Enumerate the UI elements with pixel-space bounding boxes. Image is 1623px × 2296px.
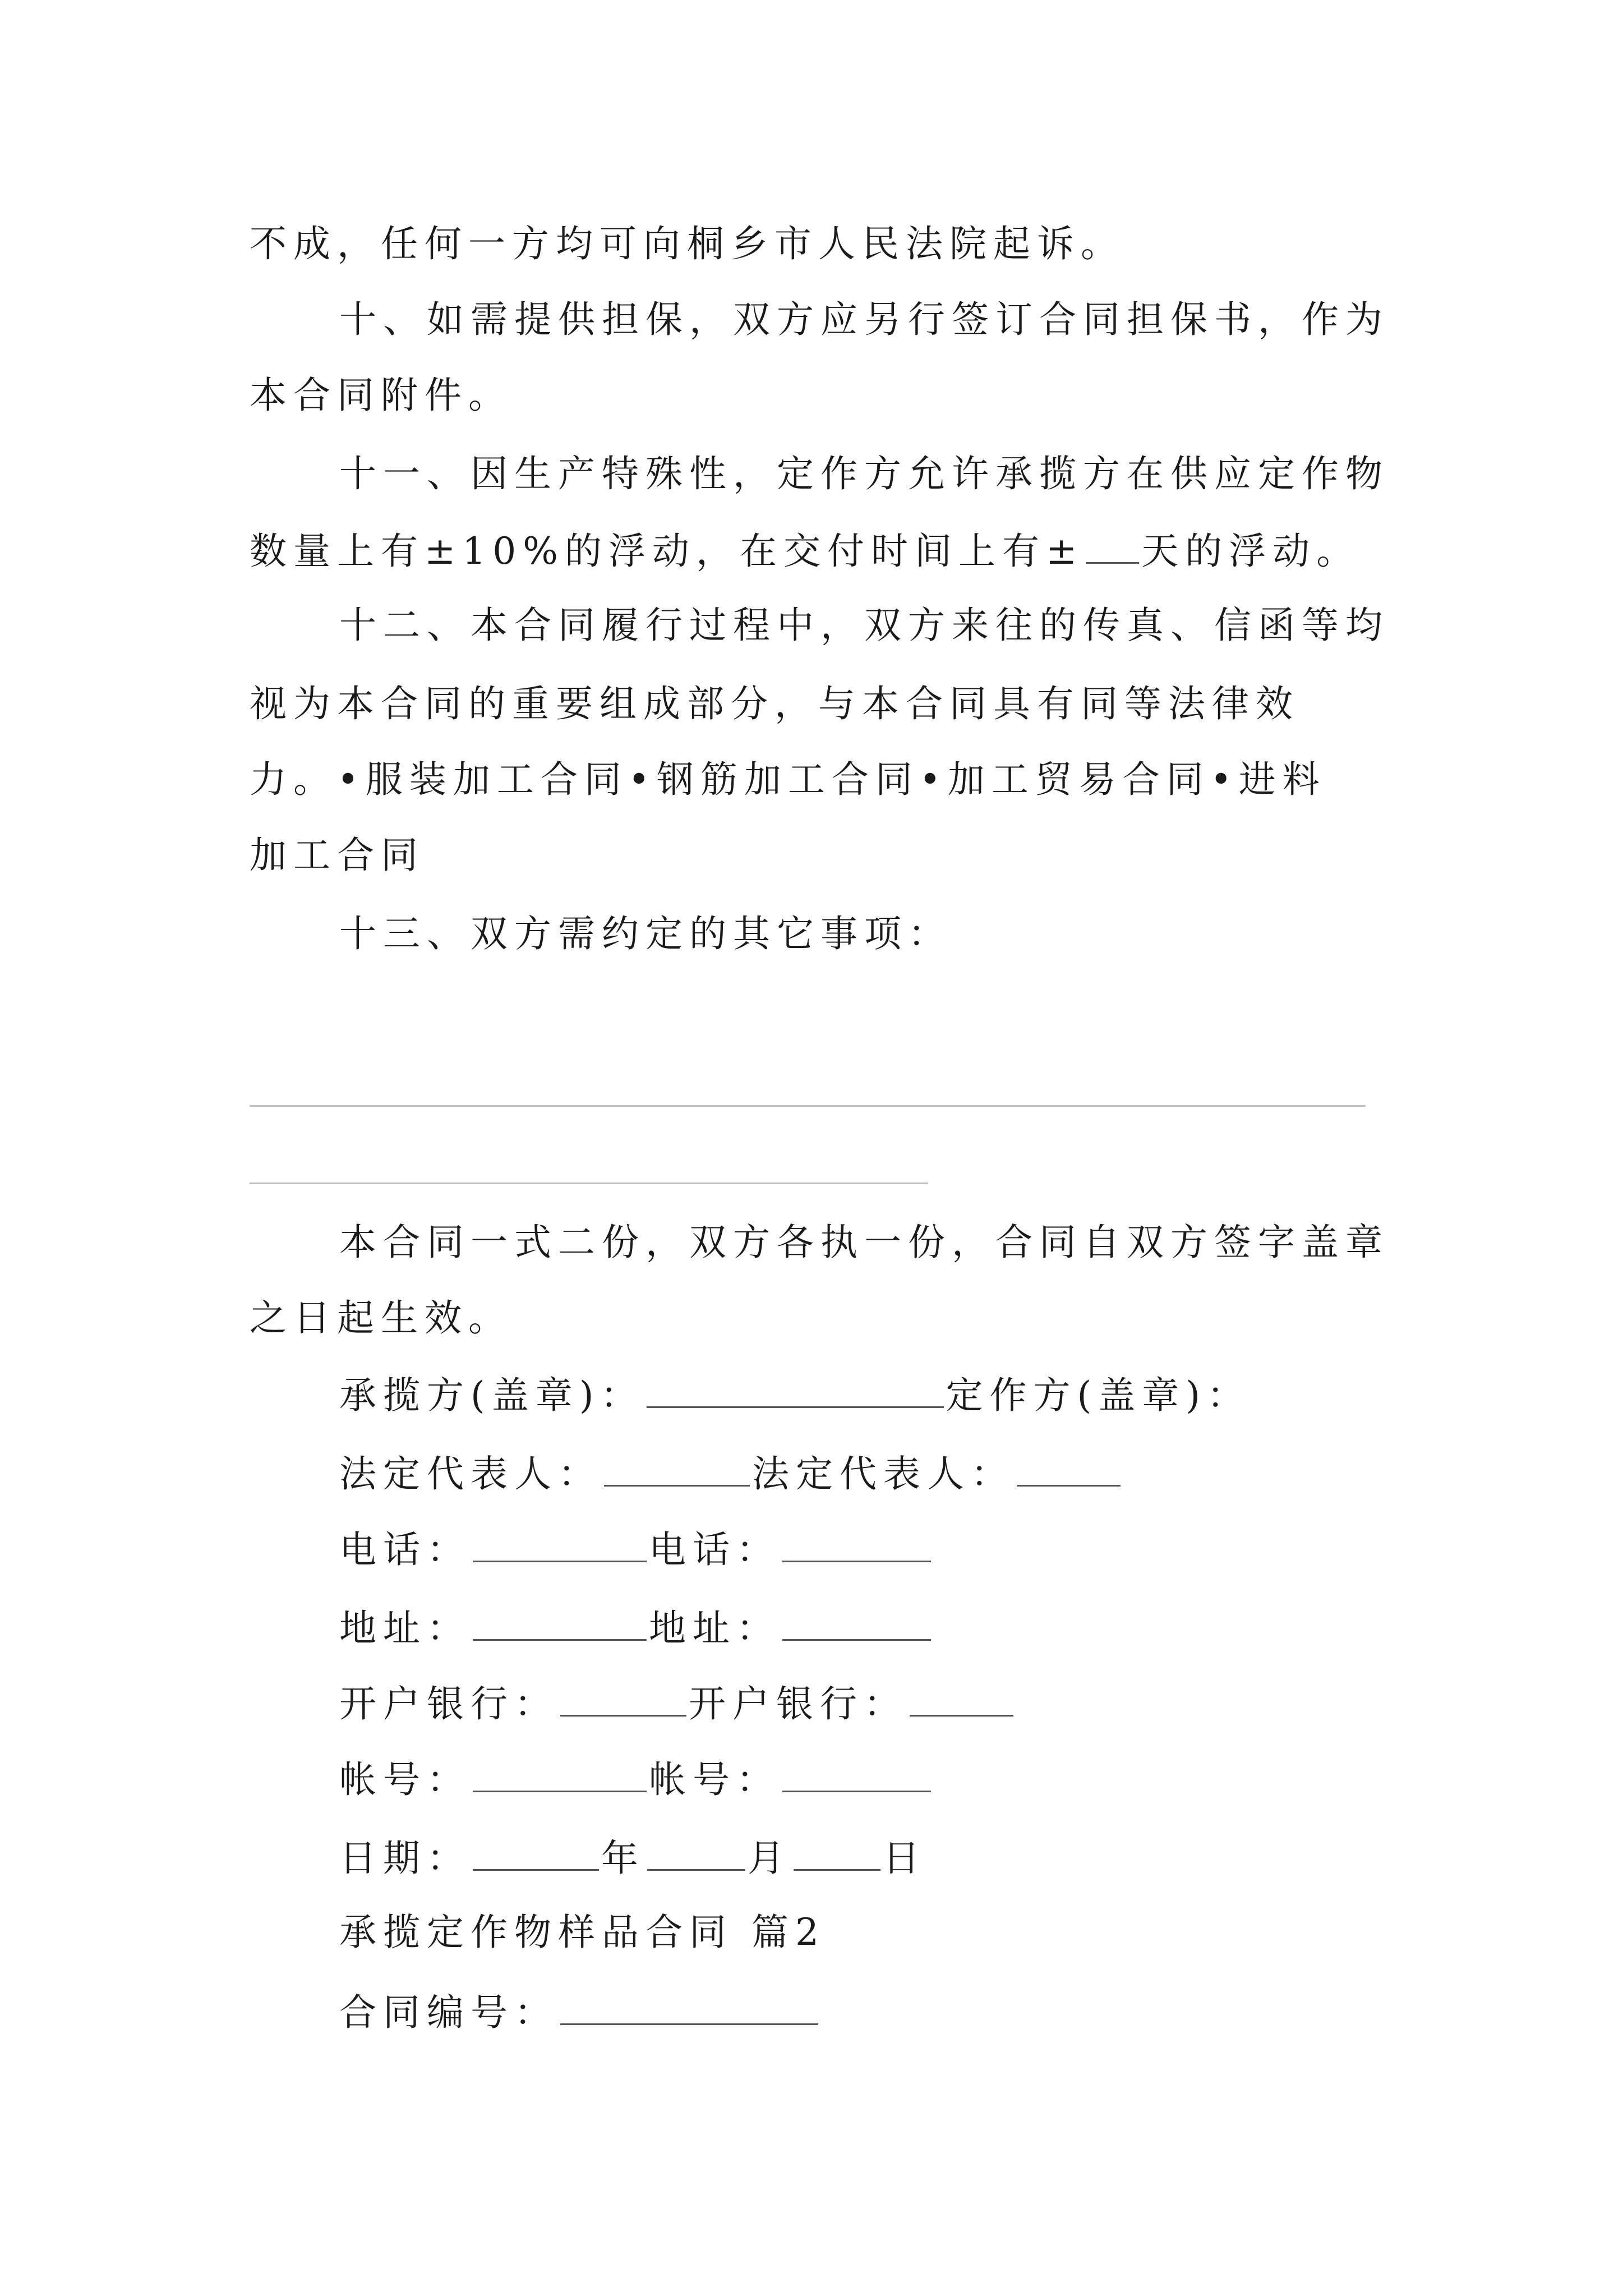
day-field[interactable] bbox=[794, 1834, 880, 1871]
address-label: 地址： bbox=[649, 1607, 780, 1650]
address-field[interactable] bbox=[473, 1604, 647, 1641]
clause-ten-line: 本合同附件。 bbox=[250, 374, 512, 417]
year-field[interactable] bbox=[473, 1834, 599, 1871]
legal-rep-label: 法定代表人： bbox=[339, 1452, 602, 1496]
day-label: 日 bbox=[883, 1837, 926, 1880]
blank-line[interactable] bbox=[250, 1182, 928, 1184]
clause-eleven-text: 数量上有±10%的浮动，在交付时间上有± bbox=[250, 530, 1084, 573]
bank-field[interactable] bbox=[560, 1680, 686, 1717]
contract-number-label: 合同编号： bbox=[339, 1991, 558, 2034]
signature-row-date bbox=[339, 1834, 1483, 1880]
month-field[interactable] bbox=[647, 1834, 745, 1871]
address-field[interactable] bbox=[782, 1604, 931, 1641]
account-field[interactable] bbox=[473, 1756, 647, 1792]
phone-label: 电话： bbox=[649, 1528, 780, 1571]
contractor-seal-label: 承揽方(盖章)： bbox=[339, 1374, 644, 1417]
signature-row-account bbox=[339, 1756, 1483, 1802]
signature-row-legal-rep bbox=[339, 1450, 1483, 1496]
section-title: 承揽定作物样品合同 篇2 bbox=[339, 1911, 826, 1954]
paragraph-line: 不成，任何一方均可向桐乡市人民法院起诉。 bbox=[250, 222, 1124, 265]
orderer-seal-label: 定作方(盖章)： bbox=[946, 1374, 1251, 1417]
clause-thirteen-line: 十三、双方需约定的其它事项： bbox=[339, 912, 952, 955]
bank-field[interactable] bbox=[910, 1680, 1013, 1717]
clause-eleven-text: 天的浮动。 bbox=[1141, 530, 1361, 573]
account-label: 帐号： bbox=[339, 1758, 471, 1801]
signature-row-bank bbox=[339, 1680, 1483, 1726]
legal-rep-field[interactable] bbox=[1017, 1450, 1121, 1487]
account-field[interactable] bbox=[782, 1756, 931, 1792]
clause-eleven-line: 十一、因生产特殊性，定作方允许承揽方在供应定作物 bbox=[339, 452, 1389, 495]
closing-line: 本合同一式二份，双方各执一份，合同自双方签字盖章 bbox=[339, 1221, 1389, 1264]
account-label: 帐号： bbox=[649, 1758, 780, 1801]
date-label: 日期： bbox=[339, 1837, 471, 1880]
closing-line: 之日起生效。 bbox=[250, 1296, 512, 1340]
clause-eleven-line bbox=[250, 527, 1394, 573]
year-label: 年 bbox=[601, 1837, 645, 1880]
clause-twelve-line: 十二、本合同履行过程中，双方来往的传真、信函等均 bbox=[339, 604, 1389, 647]
phone-field[interactable] bbox=[473, 1526, 647, 1562]
phone-field[interactable] bbox=[782, 1526, 931, 1562]
clause-twelve-line: 视为本合同的重要组成部分，与本合同具有同等法律效 bbox=[250, 682, 1299, 725]
contract-number-row bbox=[339, 1989, 1483, 2035]
month-label: 月 bbox=[748, 1837, 791, 1880]
legal-rep-label: 法定代表人： bbox=[752, 1452, 1015, 1496]
clause-ten-line: 十、如需提供担保，双方应另行签订合同担保书，作为 bbox=[339, 298, 1389, 341]
bank-label: 开户银行： bbox=[689, 1682, 907, 1726]
blank-days[interactable] bbox=[1086, 527, 1139, 564]
clause-twelve-line: 加工合同 bbox=[250, 834, 425, 877]
blank-line[interactable] bbox=[250, 1105, 1366, 1107]
signature-row-seal bbox=[339, 1372, 1483, 1418]
contract-number-field[interactable] bbox=[560, 1989, 818, 2025]
contractor-seal-field[interactable] bbox=[647, 1372, 944, 1408]
clause-twelve-line: 力。•服装加工合同•钢筋加工合同•加工贸易合同•进料 bbox=[250, 758, 1326, 801]
signature-row-phone bbox=[339, 1526, 1483, 1572]
phone-label: 电话： bbox=[339, 1528, 471, 1571]
address-label: 地址： bbox=[339, 1607, 471, 1650]
signature-row-address bbox=[339, 1604, 1483, 1650]
legal-rep-field[interactable] bbox=[604, 1450, 750, 1487]
bank-label: 开户银行： bbox=[339, 1682, 558, 1726]
